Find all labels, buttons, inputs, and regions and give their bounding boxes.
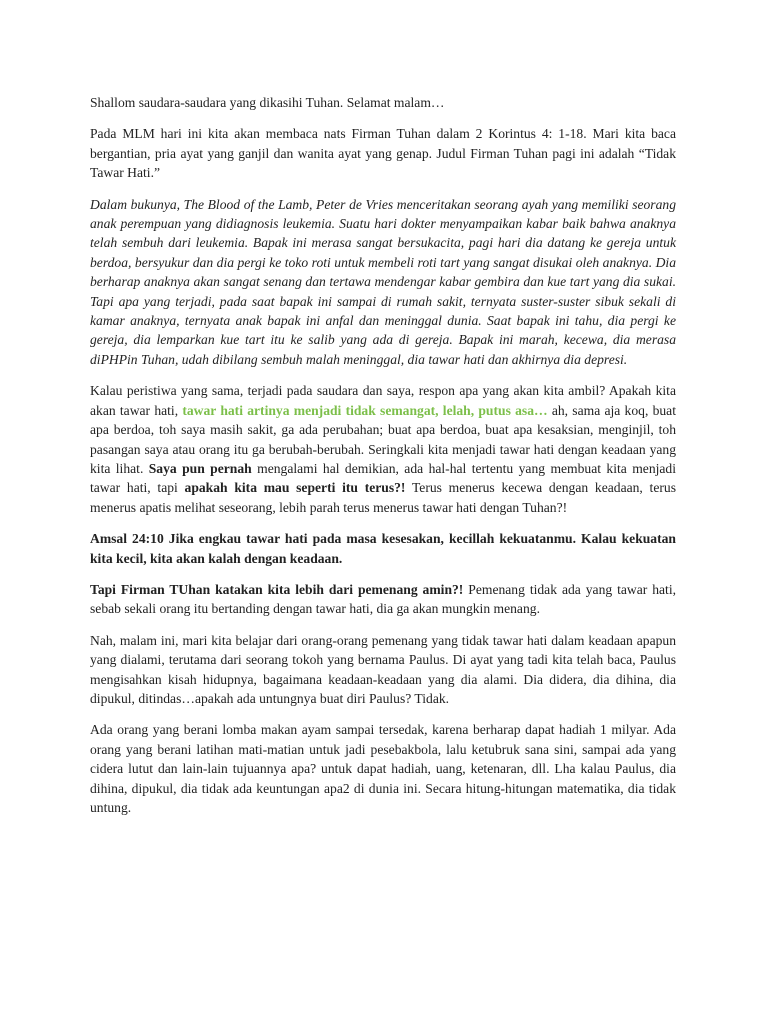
verse-paragraph: Amsal 24:10 Jika engkau tawar hati pada masa kesesakan, kecillah kekuatanmu. Kalau kekuatan kita kecil, kita akan kalah dengan keadaan. xyxy=(90,531,676,566)
highlight-text: tawar hati artinya menjadi tidak semangat, lelah, putus asa… xyxy=(182,402,548,418)
document-page xyxy=(90,93,676,829)
comparison-paragraph: Ada orang yang berani lomba makan ayam sampai tersedak, karena berharap dapat hadiah 1 milyar. Ada orang yang berani latihan mati-matian untuk jadi pesebakbola, lalu ketubruk sana sini, sampai ada yang cidera lutut dan lain-lain tujuannya apa? untuk dapat hadiah, uang, ketenaran, dll. Lha kalau Paulus, dia dihina, dipukul, dia tidak ada keuntungan apa2 di dunia ini. Secara hitung-hitungan matematika, dia tidak untung. xyxy=(90,722,676,815)
bold-text: apakah kita mau seperti itu terus?! xyxy=(184,480,406,496)
text-span: Kalau peristiwa yang sama, terjadi pada saudara dan saya, respon apa yang akan kita ambil? Apakah kita akan tawar hati, xyxy=(90,383,676,418)
winner-paragraph xyxy=(90,580,676,619)
bold-text: Tapi Firman TUhan katakan kita lebih dari pemenang amin?! xyxy=(90,581,464,597)
intro-paragraph: Pada MLM hari ini kita akan membaca nats Firman Tuhan dalam 2 Korintus 4: 1-18. Mari kita baca bergantian, pria ayat yang ganjil dan wanita ayat yang genap. Judul Firman Tuhan pagi ini adalah “Tidak Tawar Hati.” xyxy=(90,126,676,181)
bold-text: Saya pun pernah xyxy=(148,460,252,476)
reflection-paragraph xyxy=(90,381,676,517)
text-span: ah, sama aja koq, buat apa berdoa, toh saya masih sakit, ga ada perubahan; buat apa berdoa, buat apa kesaksian, menginjil, toh pasangan saya atau orang itu ga berubah-berubah. Seringkali kita menjadi tawar hati dengan keadaan yang kita lihat. xyxy=(90,402,676,476)
story-paragraph: Dalam bukunya, The Blood of the Lamb, Peter de Vries menceritakan seorang ayah yang memiliki seorang anak perempuan yang didiagnosis leukemia. Suatu hari dokter menyampaikan kabar baik bahwa anaknya telah sembuh dari leukemia. Bapak ini merasa sangat bersukacita, pagi hari dia datang ke gereja untuk berdoa, bersyukur dan dia pergi ke toko roti untuk membeli roti tart yang sangat disukai oleh anaknya. Dia berharap anaknya akan sangat senang dan tertawa mendengar kabar gembira dan kue tart yang dia sukai. Tapi apa yang terjadi, pada saat bapak ini sampai di rumah sakit, ternyata suster-suster sibuk sekali di kamar anaknya, ternyata anak bapak ini anfal dan meninggal dunia. Saat bapak ini tahu, dia pergi ke gereja, dia lemparkan kue tart itu ke salib yang ada di gereja. Bapak ini marah, kecewa, dia merasa diPHPin Tuhan, udah dibilang sembuh malah meninggal, dia tawar hati dan akhirnya dia depresi. xyxy=(90,196,676,367)
greeting-paragraph: Shallom saudara-saudara yang dikasihi Tuhan. Selamat malam… xyxy=(90,95,445,110)
text-span: Terus menerus kecewa dengan keadaan, terus menerus apatis melihat seseorang, lebih parah terus menerus tawar hati dengan Tuhan?! xyxy=(90,480,676,515)
text-span: Pemenang tidak ada yang tawar hati, sebab sekali orang itu bertanding dengan tawar hati, dia ga akan mungkin menang. xyxy=(90,581,676,617)
text-span: mengalami hal demikian, ada hal-hal tertentu yang membuat kita menjadi tawar hati, tapi xyxy=(90,460,676,496)
paulus-paragraph: Nah, malam ini, mari kita belajar dari orang-orang pemenang yang tidak tawar hati dalam keadaan apapun yang dialami, terutama dari seorang tokoh yang bernama Paulus. Di ayat yang tadi kita telah baca, Paulus mengisahkan kisah hidupnya, bagaimana keadaan-keadaan yang dia alami. Dia didera, dia dihina, dia dipukul, ditindas…apakah ada untungnya buat diri Paulus? Tidak. xyxy=(90,632,676,706)
